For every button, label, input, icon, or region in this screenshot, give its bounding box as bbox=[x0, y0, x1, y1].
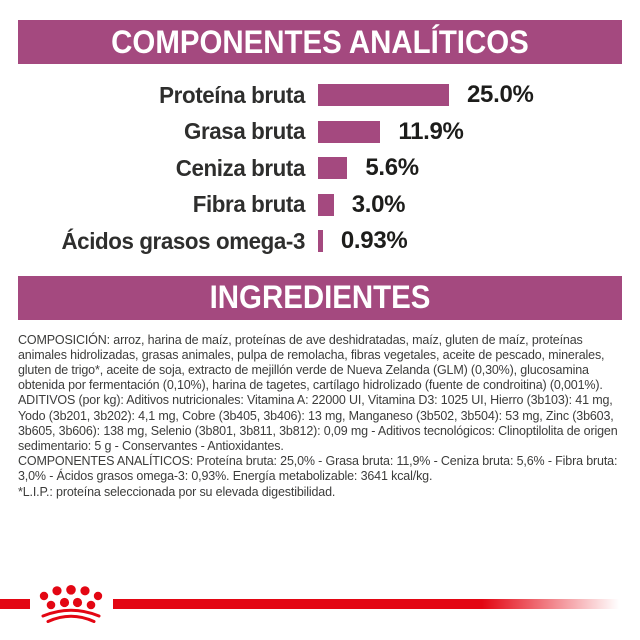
analytical-components-header bbox=[18, 20, 622, 64]
chart-row-omega3 bbox=[0, 223, 640, 260]
additives-paragraph: ADITIVOS (por kg): Aditivos nutricionales: Vitamina A: 22000 UI, Vitamina D3: 1025 UI, Hierro (3b103): 41 mg, Yodo (3b201, 3b202): 4,1 mg, Cobre (3b405, 3b406): 13 mg, Manganeso (3b502, 3b504): 53 mg, Zinc (3b603, 3b605, 3b606): 138 mg, Selenio (3b801, 3b811, 3b812): 0,09 mg - Aditivos tecnológicos: Clinoptilolita de origen sedimentario: 5 g - Conservantes - Antioxidantes. bbox=[18, 393, 618, 453]
chart-value-label: 0.93% bbox=[340, 227, 408, 255]
chart-value-label: 5.6% bbox=[365, 154, 419, 182]
brand-footer-stripe bbox=[0, 584, 640, 624]
bar-fat bbox=[318, 121, 380, 143]
chart-row-fat bbox=[0, 114, 640, 151]
chart-value-label: 11.9% bbox=[398, 117, 464, 145]
stripe-right-segment bbox=[113, 599, 640, 609]
chart-category-label: Grasa bruta bbox=[184, 118, 305, 145]
chart-row-protein bbox=[0, 77, 640, 114]
bar-omega3 bbox=[318, 230, 323, 252]
chart-value-label: 3.0% bbox=[351, 190, 406, 218]
ingredients-title: INGREDIENTES bbox=[209, 279, 431, 315]
analytical-components-title: COMPONENTES ANALÍTICOS bbox=[111, 23, 529, 60]
composition-paragraph: COMPOSICIÓN: arroz, harina de maíz, proteínas de ave deshidratadas, maíz, gluten de maíz, proteínas animales hidrolizadas, grasas animales, pulpa de remolacha, fibras vegetales, aceite de pescado, minerales, gluten de trigo*, aceite de soja, extracto de mejillón verde de Nueva Zelanda (GLM) (0,30%), glucosamina obtenida por fermentación (0,10%), harina de tagetes, cartílago hidrolizado (fuente de condroitina) (0,001%). bbox=[18, 332, 605, 393]
ingredients-text-block bbox=[18, 333, 623, 500]
bar-track bbox=[318, 84, 449, 106]
lip-footnote: *L.I.P.: proteína seleccionada por su elevada digestibilidad. bbox=[18, 484, 336, 499]
chart-category-label: Ceniza bruta bbox=[175, 154, 305, 181]
ingredients-header bbox=[18, 276, 622, 320]
chart-row-ash bbox=[0, 150, 640, 187]
bar-fibre bbox=[318, 194, 334, 216]
royal-canin-crown-icon bbox=[38, 585, 104, 623]
analytical-components-paragraph: COMPONENTES ANALÍTICOS: Proteína bruta: 25,0% - Grasa bruta: 11,9% - Ceniza bruta: 5,6% - Fibra bruta: 3,0% - Ácidos grasos omega-3: 0,93%. Energía metabolizable: 3641 kcal/kg. bbox=[18, 454, 618, 484]
chart-category-label: Ácidos grasos omega-3 bbox=[61, 227, 305, 254]
bar-protein bbox=[318, 84, 449, 106]
bar-track bbox=[318, 121, 380, 143]
chart-category-label: Proteína bruta bbox=[159, 81, 305, 108]
bar-track bbox=[318, 194, 334, 216]
stripe-left-segment bbox=[0, 599, 30, 609]
bar-ash bbox=[318, 157, 347, 179]
analytical-components-chart bbox=[0, 77, 640, 260]
chart-category-label: Fibra bruta bbox=[192, 191, 305, 218]
chart-row-fibre bbox=[0, 187, 640, 224]
bar-track bbox=[318, 157, 347, 179]
chart-value-label: 25.0% bbox=[467, 81, 534, 109]
bar-track bbox=[318, 230, 323, 252]
